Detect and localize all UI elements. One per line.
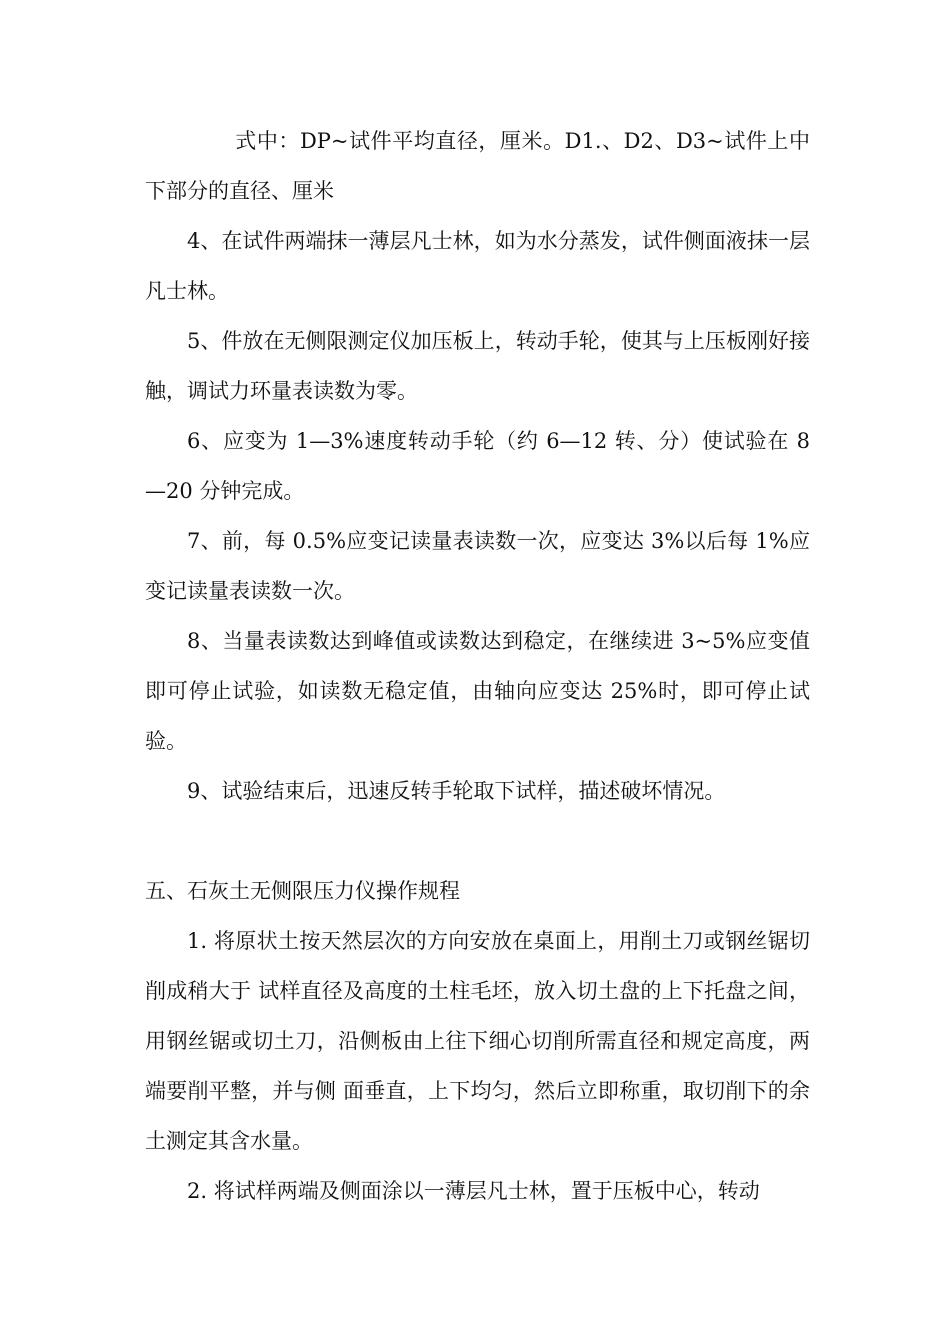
paragraph-formula-note: 式中：DP~试件平均直径，厘米。D1.、D2、D3~试件上中下部分的直径、厘米 xyxy=(145,129,810,203)
paragraph-step-4: 4、在试件两端抹一薄层凡士林，如为水分蒸发，试件侧面液抹一层凡士林。 xyxy=(145,229,810,303)
section-paragraph-1: 1. 将原状土按天然层次的方向安放在桌面上，用削土刀或钢丝锯切削成稍大于 试样直径及高度的土柱毛坯，放入切土盘的上下托盘之间，用钢丝锯或切土刀，沿侧板由上往下细心切削所需直径和规定高度，两端要削平整，并与侧 面垂直，上下均匀，然后立即称重，取切削下的余土测定其含水量。 xyxy=(145,929,810,1153)
paragraph-step-7: 7、前，每 0.5%应变记读量表读数一次，应变达 3%以后每 1%应变记读量表读数一次。 xyxy=(145,529,810,603)
section-heading: 五、石灰土无侧限压力仪操作规程 xyxy=(145,879,460,903)
paragraph-step-9: 9、试验结束后，迅速反转手轮取下试样，描述破坏情况。 xyxy=(187,779,726,803)
paragraph-step-6: 6、应变为 1—3%速度转动手轮（约 6—12 转、分）使试验在 8—20 分钟完成。 xyxy=(145,429,810,503)
document-body xyxy=(145,116,810,1216)
section-spacer xyxy=(145,816,810,866)
section-paragraph-2: 2. 将试样两端及侧面涂以一薄层凡士林，置于压板中心，转动 xyxy=(187,1179,760,1203)
paragraph-step-8: 8、当量表读数达到峰值或读数达到稳定，在继续进 3~5%应变值即可停止试验，如读数无稳定值，由轴向应变达 25%时，即可停止试验。 xyxy=(145,629,810,753)
paragraph-step-5: 5、件放在无侧限测定仪加压板上，转动手轮，使其与上压板刚好接触，调试力环量表读数为零。 xyxy=(145,329,810,403)
